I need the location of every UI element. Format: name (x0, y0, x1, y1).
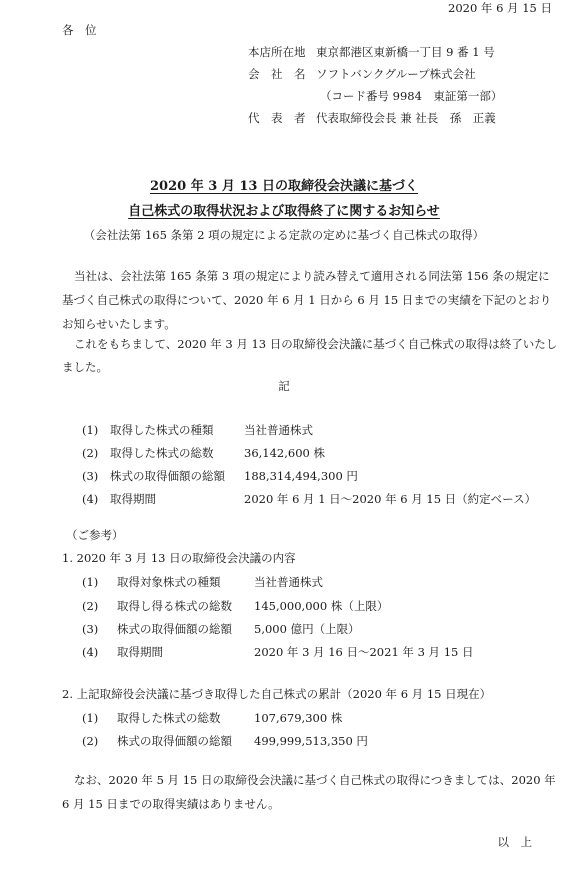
item-label: 取得した株式の総数 (110, 446, 214, 460)
representative-label: 代 表 者 (248, 111, 306, 125)
addressee: 各 位 (62, 23, 97, 37)
note-line: 6 月 15 日までの取得実績はありません。 (62, 797, 280, 811)
hq-label: 本店所在地 (248, 45, 306, 59)
item-number: (1) (82, 575, 99, 589)
reference-heading: （ご参考） (66, 528, 124, 542)
paragraph-2-line: これをもちまして、2020 年 3 月 13 日の取締役会決議に基づく自己株式の取得は終了いたし (74, 337, 558, 351)
item-value: 188,314,494,300 円 (244, 469, 358, 483)
item-label: 取得期間 (117, 645, 163, 659)
item-label: 株式の取得価額の総額 (117, 622, 232, 636)
item-number: (3) (82, 469, 99, 483)
paragraph-2-line: ました。 (62, 360, 108, 374)
ki-heading: 記 (278, 379, 290, 393)
item-value: 107,679,300 株 (254, 711, 343, 725)
reference-section-2-title: 2. 上記取締役会決議に基づき取得した自己株式の累計（2020 年 6 月 15 日現在） (62, 687, 492, 701)
company-name-label: 会 社 名 (248, 67, 306, 81)
item-value: 5,000 億円（上限） (254, 622, 360, 636)
item-value: 499,999,513,350 円 (254, 734, 368, 748)
note-line: なお、2020 年 5 月 15 日の取締役会決議に基づく自己株式の取得につきましては、2020 年 (74, 773, 556, 787)
paragraph-1-line: 当社は、会社法第 165 条第 3 項の規定により読み替えて適用される同法第 156 条の規定に (74, 269, 550, 283)
paragraph-1-line: 基づく自己株式の取得について、2020 年 6 月 1 日から 6 月 15 日までの実績を下記のとおり (62, 293, 552, 307)
item-number: (1) (82, 711, 99, 725)
item-value: 当社普通株式 (254, 575, 323, 589)
item-number: (4) (82, 645, 99, 659)
item-value: 2020 年 6 月 1 日～2020 年 6 月 15 日（約定ベース） (244, 492, 537, 506)
closing-mark: 以 上 (497, 835, 532, 849)
item-number: (3) (82, 622, 99, 636)
item-label: 取得した株式の総数 (117, 711, 221, 725)
item-label: 株式の取得価額の総額 (117, 734, 232, 748)
item-number: (4) (82, 492, 99, 506)
stock-code: （コード番号 9984 東証第一部） (320, 89, 503, 103)
reference-section-1-title: 1. 2020 年 3 月 13 日の取締役会決議の内容 (62, 551, 296, 565)
representative-name: 代表取締役会長 兼 社長 孫 正義 (316, 111, 496, 125)
hq-address: 東京都港区東新橋一丁目 9 番 1 号 (316, 45, 495, 59)
item-value: 145,000,000 株（上限） (254, 599, 389, 613)
item-number: (2) (82, 599, 99, 613)
title-line-2: 自己株式の取得状況および取得終了に関するお知らせ (128, 204, 440, 219)
item-label: 取得対象株式の種類 (117, 575, 221, 589)
item-value: 2020 年 3 月 16 日～2021 年 3 月 15 日 (254, 645, 474, 659)
item-number: (1) (82, 423, 99, 437)
item-value: 36,142,600 株 (244, 446, 325, 460)
subtitle: （会社法第 165 条第 2 項の規定による定款の定めに基づく自己株式の取得） (83, 228, 485, 242)
item-number: (2) (82, 734, 99, 748)
item-label: 株式の取得価額の総額 (110, 469, 225, 483)
item-label: 取得期間 (110, 492, 156, 506)
item-number: (2) (82, 446, 99, 460)
paragraph-1-line: お知らせいたします。 (62, 317, 176, 331)
company-name: ソフトバンクグループ株式会社 (316, 67, 476, 81)
item-label: 取得し得る株式の総数 (117, 599, 232, 613)
item-value: 当社普通株式 (244, 423, 313, 437)
document-date: 2020 年 6 月 15 日 (448, 1, 552, 15)
title-line-1: 2020 年 3 月 13 日の取締役会決議に基づく (150, 179, 418, 194)
item-label: 取得した株式の種類 (110, 423, 214, 437)
